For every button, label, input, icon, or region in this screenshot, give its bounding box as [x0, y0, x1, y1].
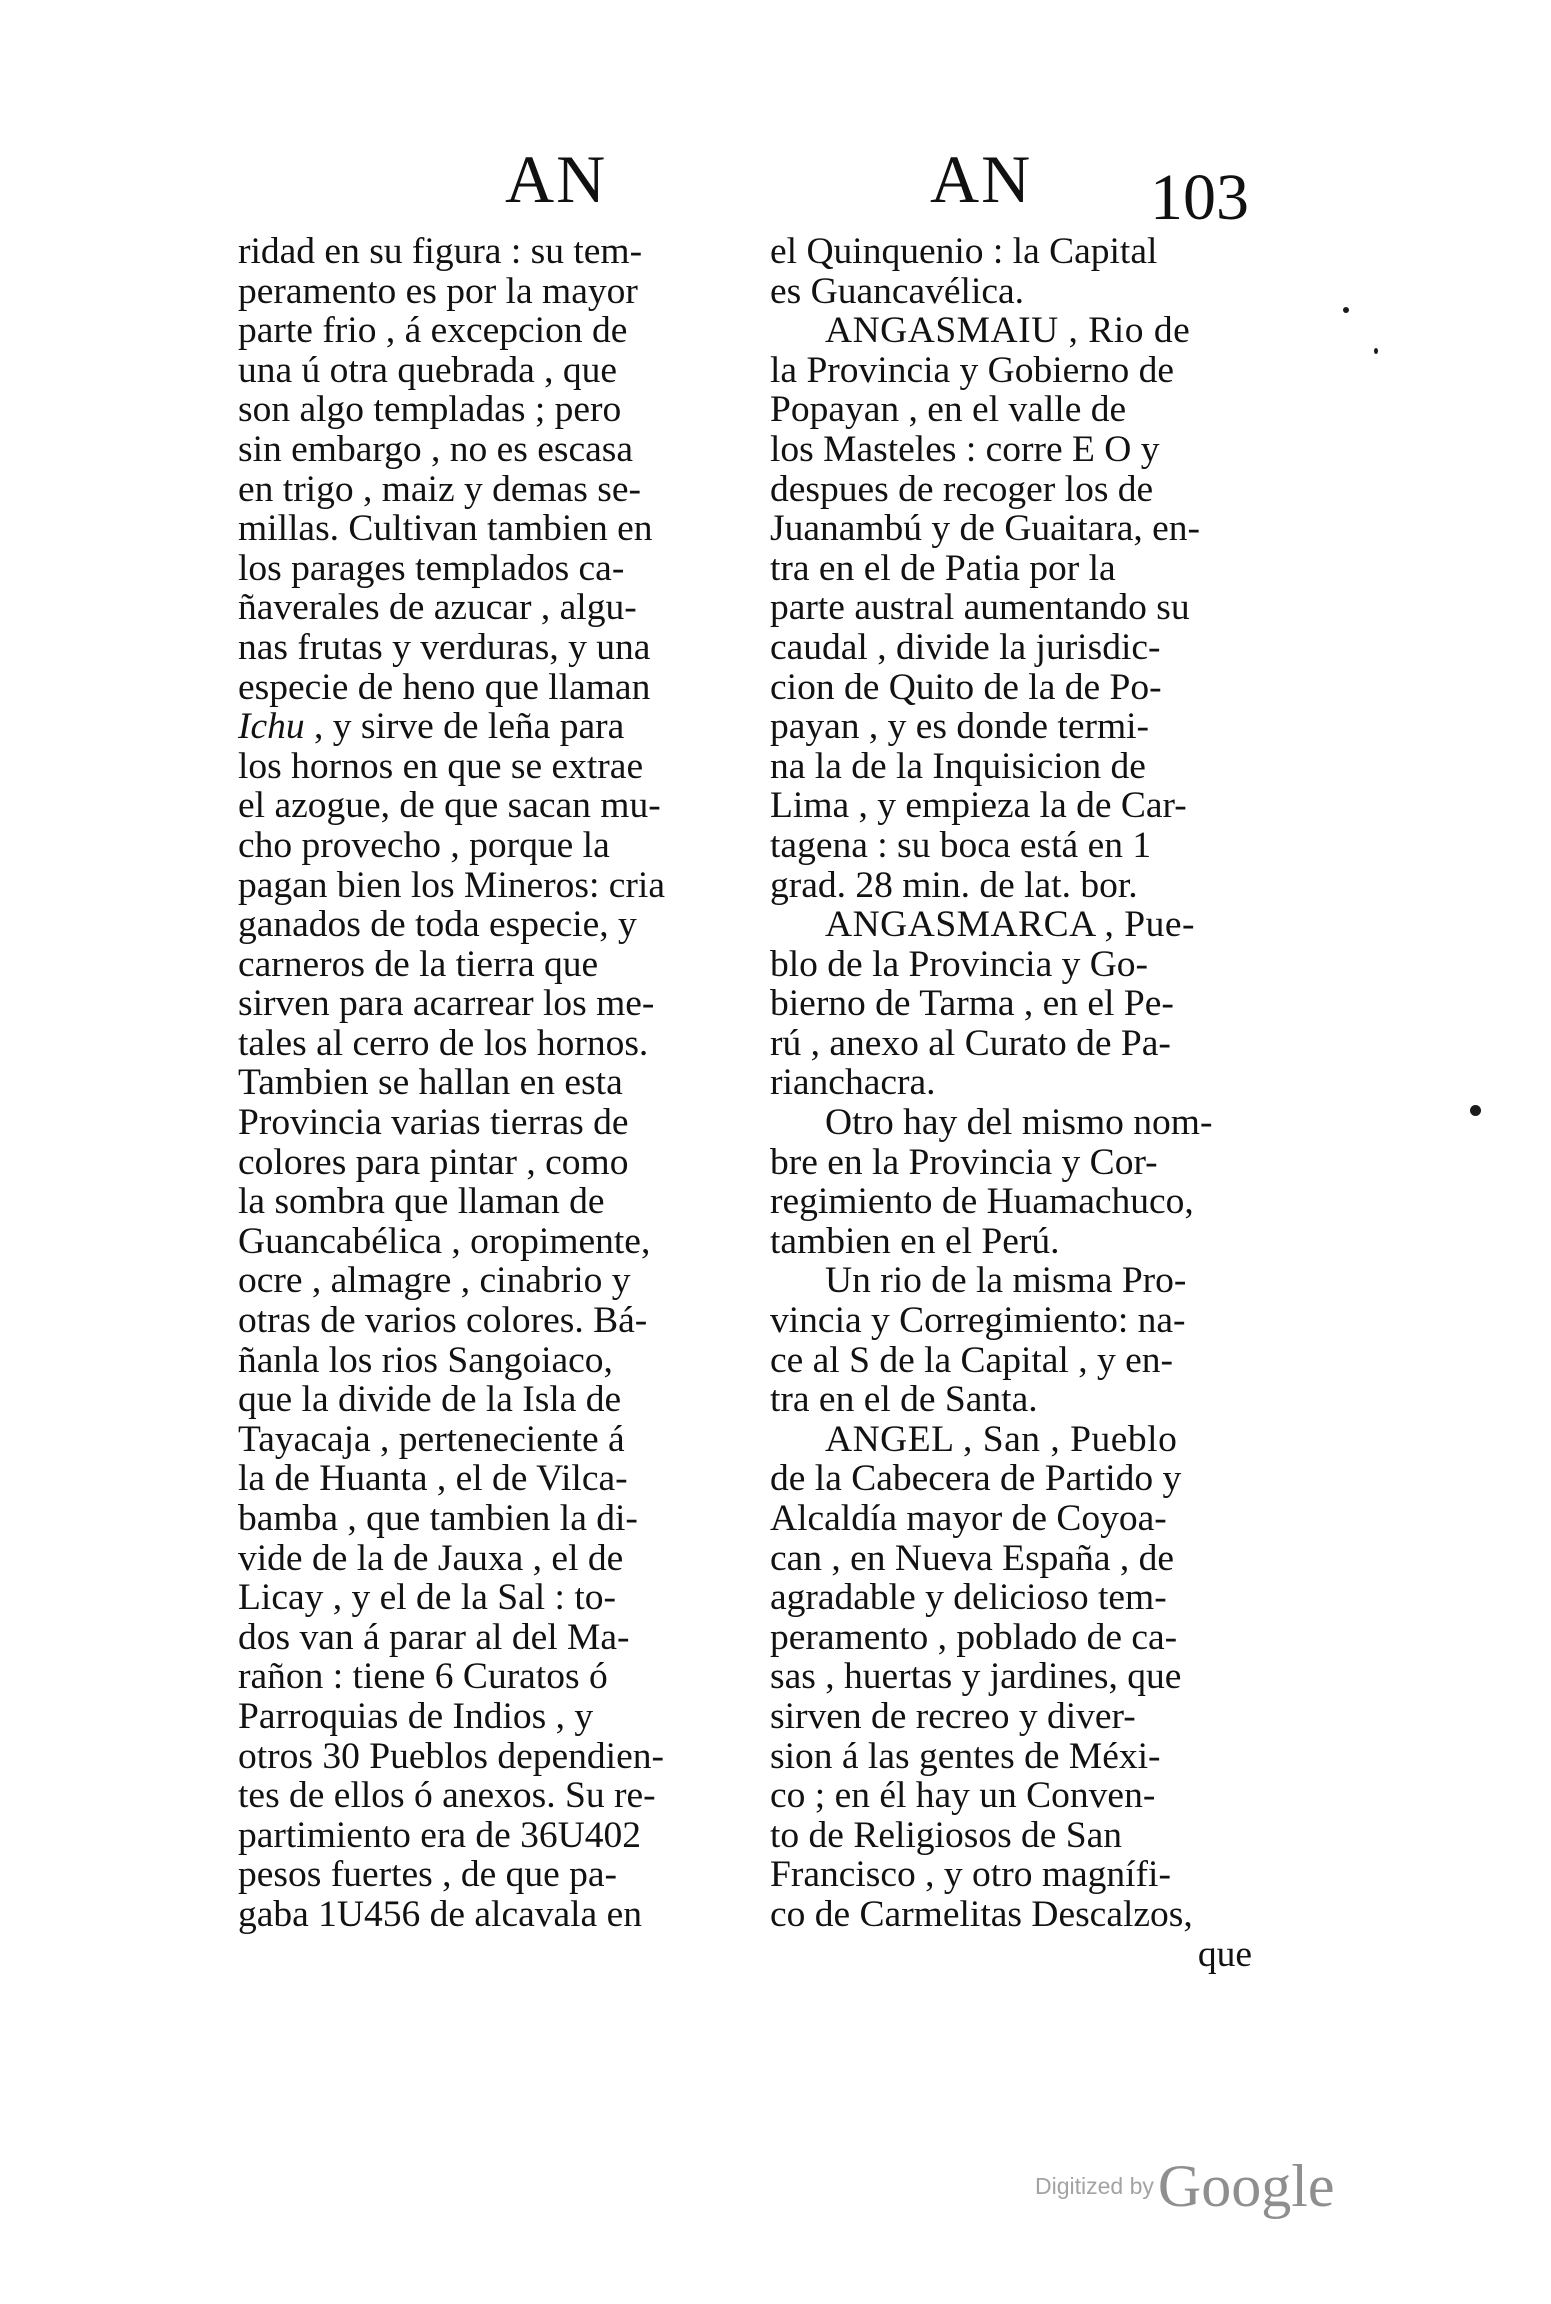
text-line — [238, 707, 758, 747]
watermark-brand: Google — [1157, 2153, 1335, 2219]
text-line: sirven de recreo y diver- — [770, 1695, 1136, 1737]
entry-heading-line: ANGASMAIU , Rio de — [825, 310, 1191, 352]
text-line: despues de recoger los de — [770, 468, 1154, 510]
text-line: los hornos en que se extrae — [238, 745, 644, 787]
text-line: peramento es por la mayor — [238, 270, 638, 312]
text-line: Parroquias de Indios , y — [238, 1695, 594, 1737]
ink-speck — [1374, 348, 1378, 354]
text-line: Guancabélica , oropimente, — [238, 1220, 651, 1262]
text-line: cho provecho , porque la — [238, 824, 610, 866]
text-line: la sombra que llaman de — [238, 1181, 605, 1223]
text-line: tambien en el Perú. — [770, 1220, 1060, 1262]
text-line: dos van á parar al del Ma- — [238, 1616, 630, 1658]
text-line: los Masteles : corre E O y — [770, 428, 1160, 470]
text-line: millas. Cultivan tambien en — [238, 508, 653, 550]
text-line: cion de Quito de la de Po- — [770, 666, 1162, 708]
text-line: can , en Nueva España , de — [770, 1537, 1174, 1579]
text-line: Francisco , y otro magnífi- — [770, 1854, 1171, 1896]
text-line: la Provincia y Gobierno de — [770, 349, 1175, 391]
text-line: grad. 28 min. de lat. bor. — [770, 864, 1138, 906]
text-line: sirven para acarrear los me- — [238, 983, 655, 1025]
text-line: na la de la Inquisicion de — [770, 745, 1146, 787]
text-line: Tambien se hallan en esta — [238, 1062, 623, 1104]
text-line: tra en el de Patia por la — [770, 547, 1116, 589]
text-line: sion á las gentes de Méxi- — [770, 1735, 1161, 1777]
text-line: regimiento de Huamachuco, — [770, 1181, 1194, 1223]
italic-term: Ichu — [238, 706, 305, 748]
text-line: que la divide de la Isla de — [238, 1379, 622, 1421]
text-line: ñaverales de azucar , algu- — [238, 587, 637, 629]
text-line: ridad en su figura : su tem- — [238, 231, 643, 272]
text-line: rú , anexo al Curato de Pa- — [770, 1022, 1171, 1064]
text-line: to de Religiosos de San — [770, 1814, 1123, 1856]
text-line: pesos fuertes , de que pa- — [238, 1854, 618, 1896]
text-line: bierno de Tarma , en el Pe- — [770, 983, 1174, 1025]
text-line: colores para pintar , como — [238, 1141, 629, 1183]
text-line: tes de ellos ó anexos. Su re- — [238, 1775, 656, 1817]
text-line: tagena : su boca está en 1 — [770, 824, 1152, 866]
text-line: los parages templados ca- — [238, 547, 625, 589]
text-line: sin embargo , no es escasa — [238, 428, 634, 470]
text-line: Provincia varias tierras de — [238, 1102, 629, 1144]
text-line: parte frio , á excepcion de — [238, 310, 628, 352]
text-line: pagan bien los Mineros: cria — [238, 864, 665, 906]
text-line: Licay , y el de la Sal : to- — [238, 1577, 617, 1619]
text-line: ganados de toda especie, y — [238, 904, 637, 946]
entry-heading-line: ANGASMARCA , Pue- — [825, 904, 1196, 946]
text-line: Un rio de la misma Pro- — [825, 1260, 1187, 1302]
text-line: Tayacaja , perteneciente á — [238, 1418, 625, 1460]
text-line: bre en la Provincia y Cor- — [770, 1141, 1158, 1183]
text-line: una ú otra quebrada , que — [238, 349, 618, 391]
text-line: rianchacra. — [770, 1062, 936, 1104]
page-number: 103 — [1150, 161, 1249, 234]
text-line: son algo templadas ; pero — [238, 389, 622, 431]
catchword: que — [1197, 1933, 1252, 1975]
text-line: en trigo , maiz y demas se- — [238, 468, 641, 510]
text-line: partimiento era de 36U402 — [238, 1814, 641, 1856]
text-line: agradable y delicioso tem- — [770, 1577, 1167, 1619]
text-line: carneros de la tierra que — [238, 943, 599, 985]
text-line: co ; en él hay un Conven- — [770, 1775, 1156, 1817]
text-line: otras de varios colores. Bá- — [238, 1300, 648, 1342]
ink-speck — [1470, 1105, 1481, 1116]
text-line: peramento , poblado de ca- — [770, 1616, 1178, 1658]
text-line: co de Carmelitas Descalzos, — [770, 1893, 1193, 1935]
entry-heading-line: ANGEL , San , Pueblo — [825, 1418, 1178, 1460]
running-head-right: AN — [930, 141, 1033, 217]
text-line: ocre , almagre , cinabrio y — [238, 1260, 631, 1302]
text-line: parte austral aumentando su — [770, 587, 1190, 629]
text-line: el Quinquenio : la Capital — [770, 231, 1158, 272]
text-line: blo de la Provincia y Go- — [770, 943, 1149, 985]
text-line: la de Huanta , el de Vilca- — [238, 1458, 628, 1500]
text-line: ñanla los rios Sangoiaco, — [238, 1339, 613, 1381]
text-line: el azogue, de que sacan mu- — [238, 785, 661, 827]
text-line: otros 30 Pueblos dependien- — [238, 1735, 664, 1777]
digitization-watermark — [1035, 2152, 1335, 2221]
text-line: tra en el de Santa. — [770, 1379, 1038, 1421]
text-line: tales al cerro de los hornos. — [238, 1022, 649, 1064]
text-line: Otro hay del mismo nom- — [825, 1102, 1213, 1144]
line-rest: , y sirve de leña para — [304, 706, 625, 748]
text-line: es Guancavélica. — [770, 270, 1025, 312]
right-text-column — [770, 232, 1292, 1974]
text-line: Juanambú y de Guaitara, en- — [770, 508, 1201, 550]
text-line: Lima , y empieza la de Car- — [770, 785, 1187, 827]
text-line: rañon : tiene 6 Curatos ó — [238, 1656, 608, 1698]
text-line: ce al S de la Capital , y en- — [770, 1339, 1173, 1381]
text-line: gaba 1U456 de alcavala en — [238, 1893, 642, 1935]
watermark-prefix: Digitized by — [1035, 2173, 1154, 2199]
text-line: nas frutas y verduras, y una — [238, 626, 651, 668]
text-line: caudal , divide la jurisdic- — [770, 626, 1161, 668]
text-line: vide de la de Jauxa , el de — [238, 1537, 624, 1579]
text-line: sas , huertas y jardines, que — [770, 1656, 1182, 1698]
text-line: vincia y Corregimiento: na- — [770, 1300, 1186, 1342]
running-head-left: AN — [505, 141, 608, 217]
text-line: payan , y es donde termi- — [770, 706, 1150, 748]
text-line: Popayan , en el valle de — [770, 389, 1127, 431]
text-line: de la Cabecera de Partido y — [770, 1458, 1182, 1500]
ink-speck — [1343, 307, 1349, 313]
text-line: Alcaldía mayor de Coyoa- — [770, 1498, 1167, 1539]
text-line: bamba , que tambien la di- — [238, 1498, 638, 1539]
left-text-column — [238, 232, 758, 1935]
text-line: especie de heno que llaman — [238, 666, 651, 708]
